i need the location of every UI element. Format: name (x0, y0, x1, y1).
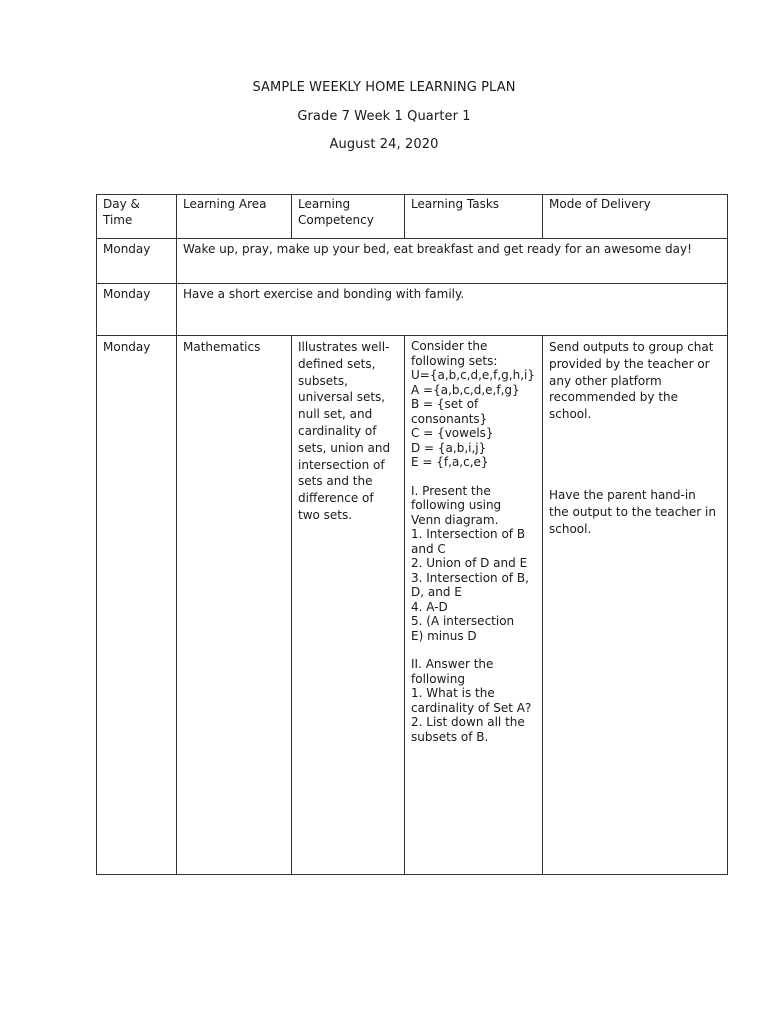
row-activity-cell: Have a short exercise and bonding with family. (177, 284, 728, 336)
mode-second-text: Have the parent hand-in the output to the teacher in school. (549, 487, 716, 536)
header-learning-area: Learning Area (177, 195, 292, 239)
table-row (97, 239, 728, 284)
document-subtitle: Grade 7 Week 1 Quarter 1 (297, 109, 471, 124)
mode-first-text: Send outputs to group chat provided by the teacher or any other platform recommended by the school. (549, 340, 714, 422)
table-header-row (97, 195, 728, 239)
tasks-intro-text: Consider the following sets: U={a,b,c,d,e,f,g,h,i} A ={a,b,c,d,e,f,g} B = {set of consonants} C = {vowels} D = {a,b,i,j} E = {f,a,c,e} (411, 339, 535, 469)
row-day-cell: Monday (97, 284, 177, 336)
document-title: SAMPLE WEEKLY HOME LEARNING PLAN (252, 80, 516, 95)
header-learning-tasks: Learning Tasks (405, 195, 543, 239)
table-row (97, 336, 728, 875)
learning-competency-cell: Illustrates well- defined sets, subsets, universal sets, null set, and cardinality of sets, union and intersection of sets and the difference of two sets. (292, 336, 405, 875)
learning-plan-table (96, 194, 728, 875)
tasks-part-two-text: II. Answer the following 1. What is the cardinality of Set A? 2. List down all the subsets of B. (411, 657, 532, 744)
row-day-cell: Monday (97, 336, 177, 875)
header-learning-competency: Learning Competency (292, 195, 405, 239)
mode-of-delivery-cell (543, 336, 728, 875)
header-day-time: Day & Time (97, 195, 177, 239)
learning-tasks-cell (405, 336, 543, 875)
tasks-part-one-text: I. Present the following using Venn diagram. 1. Intersection of B and C 2. Union of D and E 3. Intersection of B, D, and E 4. A-D 5. (A intersection E) minus D (411, 483, 529, 643)
row-activity-cell: Wake up, pray, make up your bed, eat breakfast and get ready for an awesome day! (177, 239, 728, 284)
row-day-cell: Monday (97, 239, 177, 284)
header-mode-of-delivery: Mode of Delivery (543, 195, 728, 239)
document-date: August 24, 2020 (329, 137, 439, 152)
table-row (97, 284, 728, 336)
learning-area-cell: Mathematics (177, 336, 292, 875)
